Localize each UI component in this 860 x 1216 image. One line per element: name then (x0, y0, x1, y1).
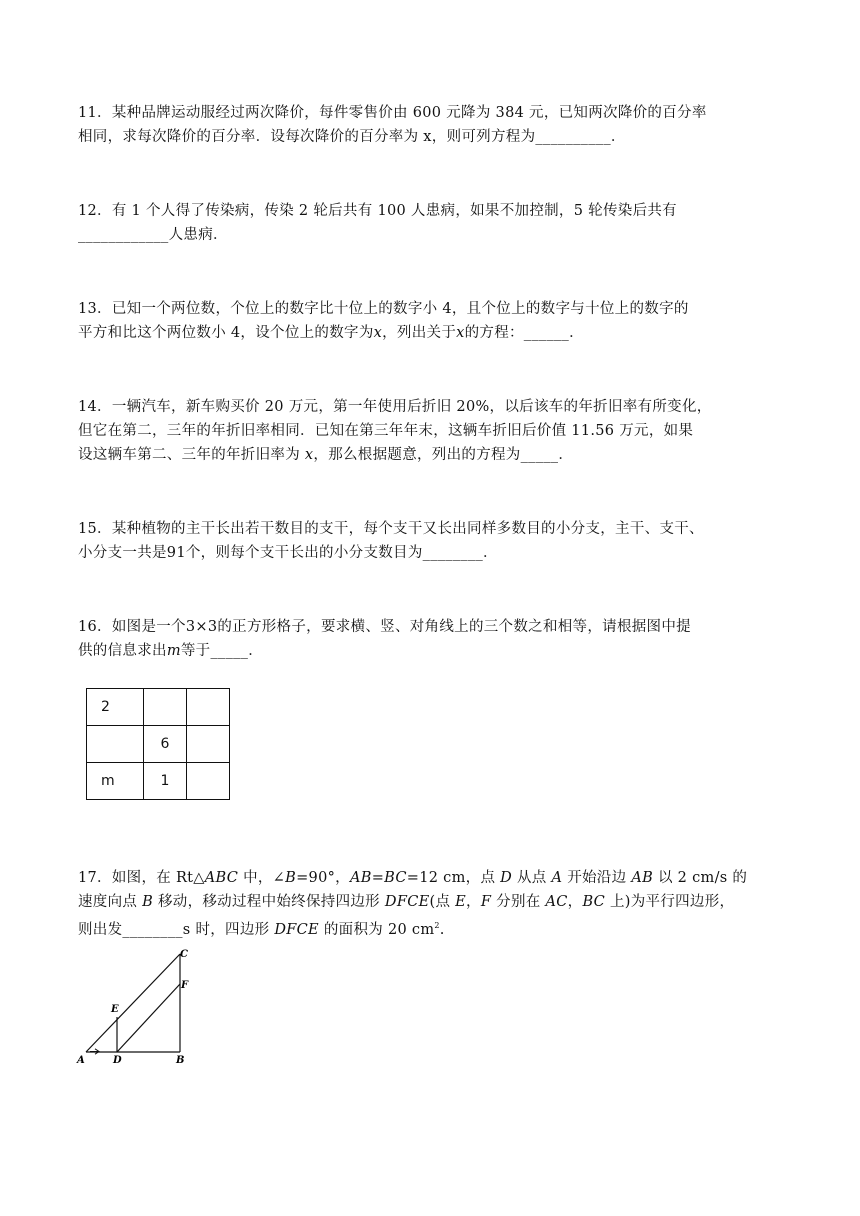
label-b: B (176, 1055, 185, 1066)
q13-text: ，列出关于 (382, 325, 457, 341)
question-11 (78, 101, 788, 149)
q17-var: AB (631, 870, 654, 886)
q17-text: (点 (429, 894, 456, 910)
segment-ac (86, 954, 180, 1052)
q16-line1: 16．如图是一个3×3的正方形格子，要求横、竖、对角线上的三个数之和相等，请根据图中提 (78, 619, 691, 635)
q13-text: 平方和比这个两位数小 4，设个位上的数字为 (78, 325, 374, 341)
q17-text: =90°， (296, 870, 350, 886)
q17-var: ABC (204, 870, 239, 886)
q11-line1: 11．某种品牌运动服经过两次降价，每件零售价由 600 元降为 384 元，已知两次降价的百分率 (78, 105, 707, 121)
q17-text: 则出发________s 时，四边形 (78, 921, 275, 938)
q14-text: ，那么根据题意，列出的方程为_____． (313, 447, 574, 463)
label-d: D (113, 1055, 122, 1066)
q16-text: 等于_____． (180, 643, 264, 659)
q15-line1: 15．某种植物的主干长出若干数目的支干，每个支干又长出同样多数目的小分支，主干、支干、 (78, 521, 704, 537)
question-14 (78, 395, 788, 467)
q17-var: DFCE (384, 894, 430, 910)
q16-var-m: m (166, 643, 181, 659)
q17-text: ， (466, 894, 481, 910)
grid-cell (187, 726, 230, 763)
q17-line1 (78, 866, 788, 890)
segment-df (117, 984, 180, 1052)
q13-line2 (78, 321, 788, 345)
q17-var: B (285, 870, 297, 886)
q16-line2 (78, 639, 788, 663)
label-c: C (180, 949, 188, 960)
q17-var: D (500, 870, 513, 886)
label-e: E (111, 1004, 119, 1015)
triangle-figure (72, 946, 202, 1070)
q17-text: ， (567, 894, 583, 910)
q13-var-x: x (373, 325, 383, 341)
q17-text: 开始沿边 (562, 870, 632, 886)
q17-text: 上)为平行四边形， (605, 894, 735, 910)
q17-line3 (78, 914, 788, 942)
grid-cell: 6 (144, 726, 187, 763)
grid-cell (87, 726, 144, 763)
q14-line3 (78, 443, 788, 467)
grid-cell: 1 (144, 763, 187, 800)
question-17 (78, 866, 788, 942)
q14-line1: 14．一辆汽车，新车购买价 20 万元，第一年使用后折旧 20%，以后该车的年折旧率有所变化， (78, 399, 712, 415)
q17-var: F (480, 894, 492, 910)
grid-cell (187, 689, 230, 726)
q17-line2 (78, 890, 788, 914)
q15-line2: 小分支一共是91个，则每个支干长出的小分支数目为________． (78, 545, 498, 561)
magic-square-grid (86, 688, 230, 800)
q11-line2: 相同，求每次降价的百分率．设每次降价的百分率为 x，则可列方程为__________． (78, 129, 626, 145)
q17-var: DFCE (274, 921, 319, 938)
question-12 (78, 199, 788, 247)
q17-text: 以 2 cm/s 的 (653, 870, 748, 886)
q17-var: E (455, 894, 467, 910)
question-16 (78, 615, 788, 663)
q17-var: A (551, 870, 563, 886)
q17-text: . (439, 921, 445, 938)
q17-text: =12 cm，点 (406, 870, 501, 886)
grid-cell: m (87, 763, 144, 800)
question-15 (78, 517, 788, 565)
q14-var-x: x (304, 447, 314, 463)
label-a: A (77, 1055, 85, 1066)
q14-line2: 但它在第二，三年的年折旧率相同．已知在第三年年末，这辆车折旧后价值 11.56 万元，如果 (78, 423, 694, 439)
q13-line1: 13．已知一个两位数，个位上的数字比十位上的数字小 4，且个位上的数字与十位上的数字的 (78, 301, 689, 317)
q17-text: 分别在 (491, 894, 546, 910)
q17-superscript: 2 (434, 921, 440, 930)
q13-text: 的方程：______． (464, 325, 584, 341)
q17-var: AC (545, 894, 568, 910)
q14-text: 设这辆车第二、三年的年折旧率为 (78, 447, 305, 463)
q17-text: 的面积为 20 cm (318, 921, 435, 938)
q17-text: 17．如图，在 Rt△ (78, 870, 205, 886)
q17-var: BC (582, 894, 606, 910)
q17-text: = (371, 870, 385, 886)
grid-cell: 2 (87, 689, 144, 726)
q17-var: BC (384, 870, 407, 886)
question-13 (78, 297, 788, 345)
q17-text: 从点 (512, 870, 552, 886)
q17-var: AB (349, 870, 372, 886)
q17-var: B (142, 894, 154, 910)
grid-cell (144, 689, 187, 726)
arrow-icon (90, 1049, 99, 1054)
q13-var-x: x (456, 325, 465, 341)
label-f: F (181, 980, 189, 991)
q16-text: 供的信息求出 (78, 643, 167, 659)
q17-text: 移动，移动过程中始终保持四边形 (153, 894, 385, 910)
grid-cell (187, 763, 230, 800)
q12-line2: ____________人患病． (78, 227, 228, 243)
q12-line1: 12．有 1 个人得了传染病，传染 2 轮后共有 100 人患病，如果不加控制，5 轮传染后共有 (78, 203, 677, 219)
q17-text: 中，∠ (238, 870, 286, 886)
q17-text: 速度向点 (78, 894, 143, 910)
